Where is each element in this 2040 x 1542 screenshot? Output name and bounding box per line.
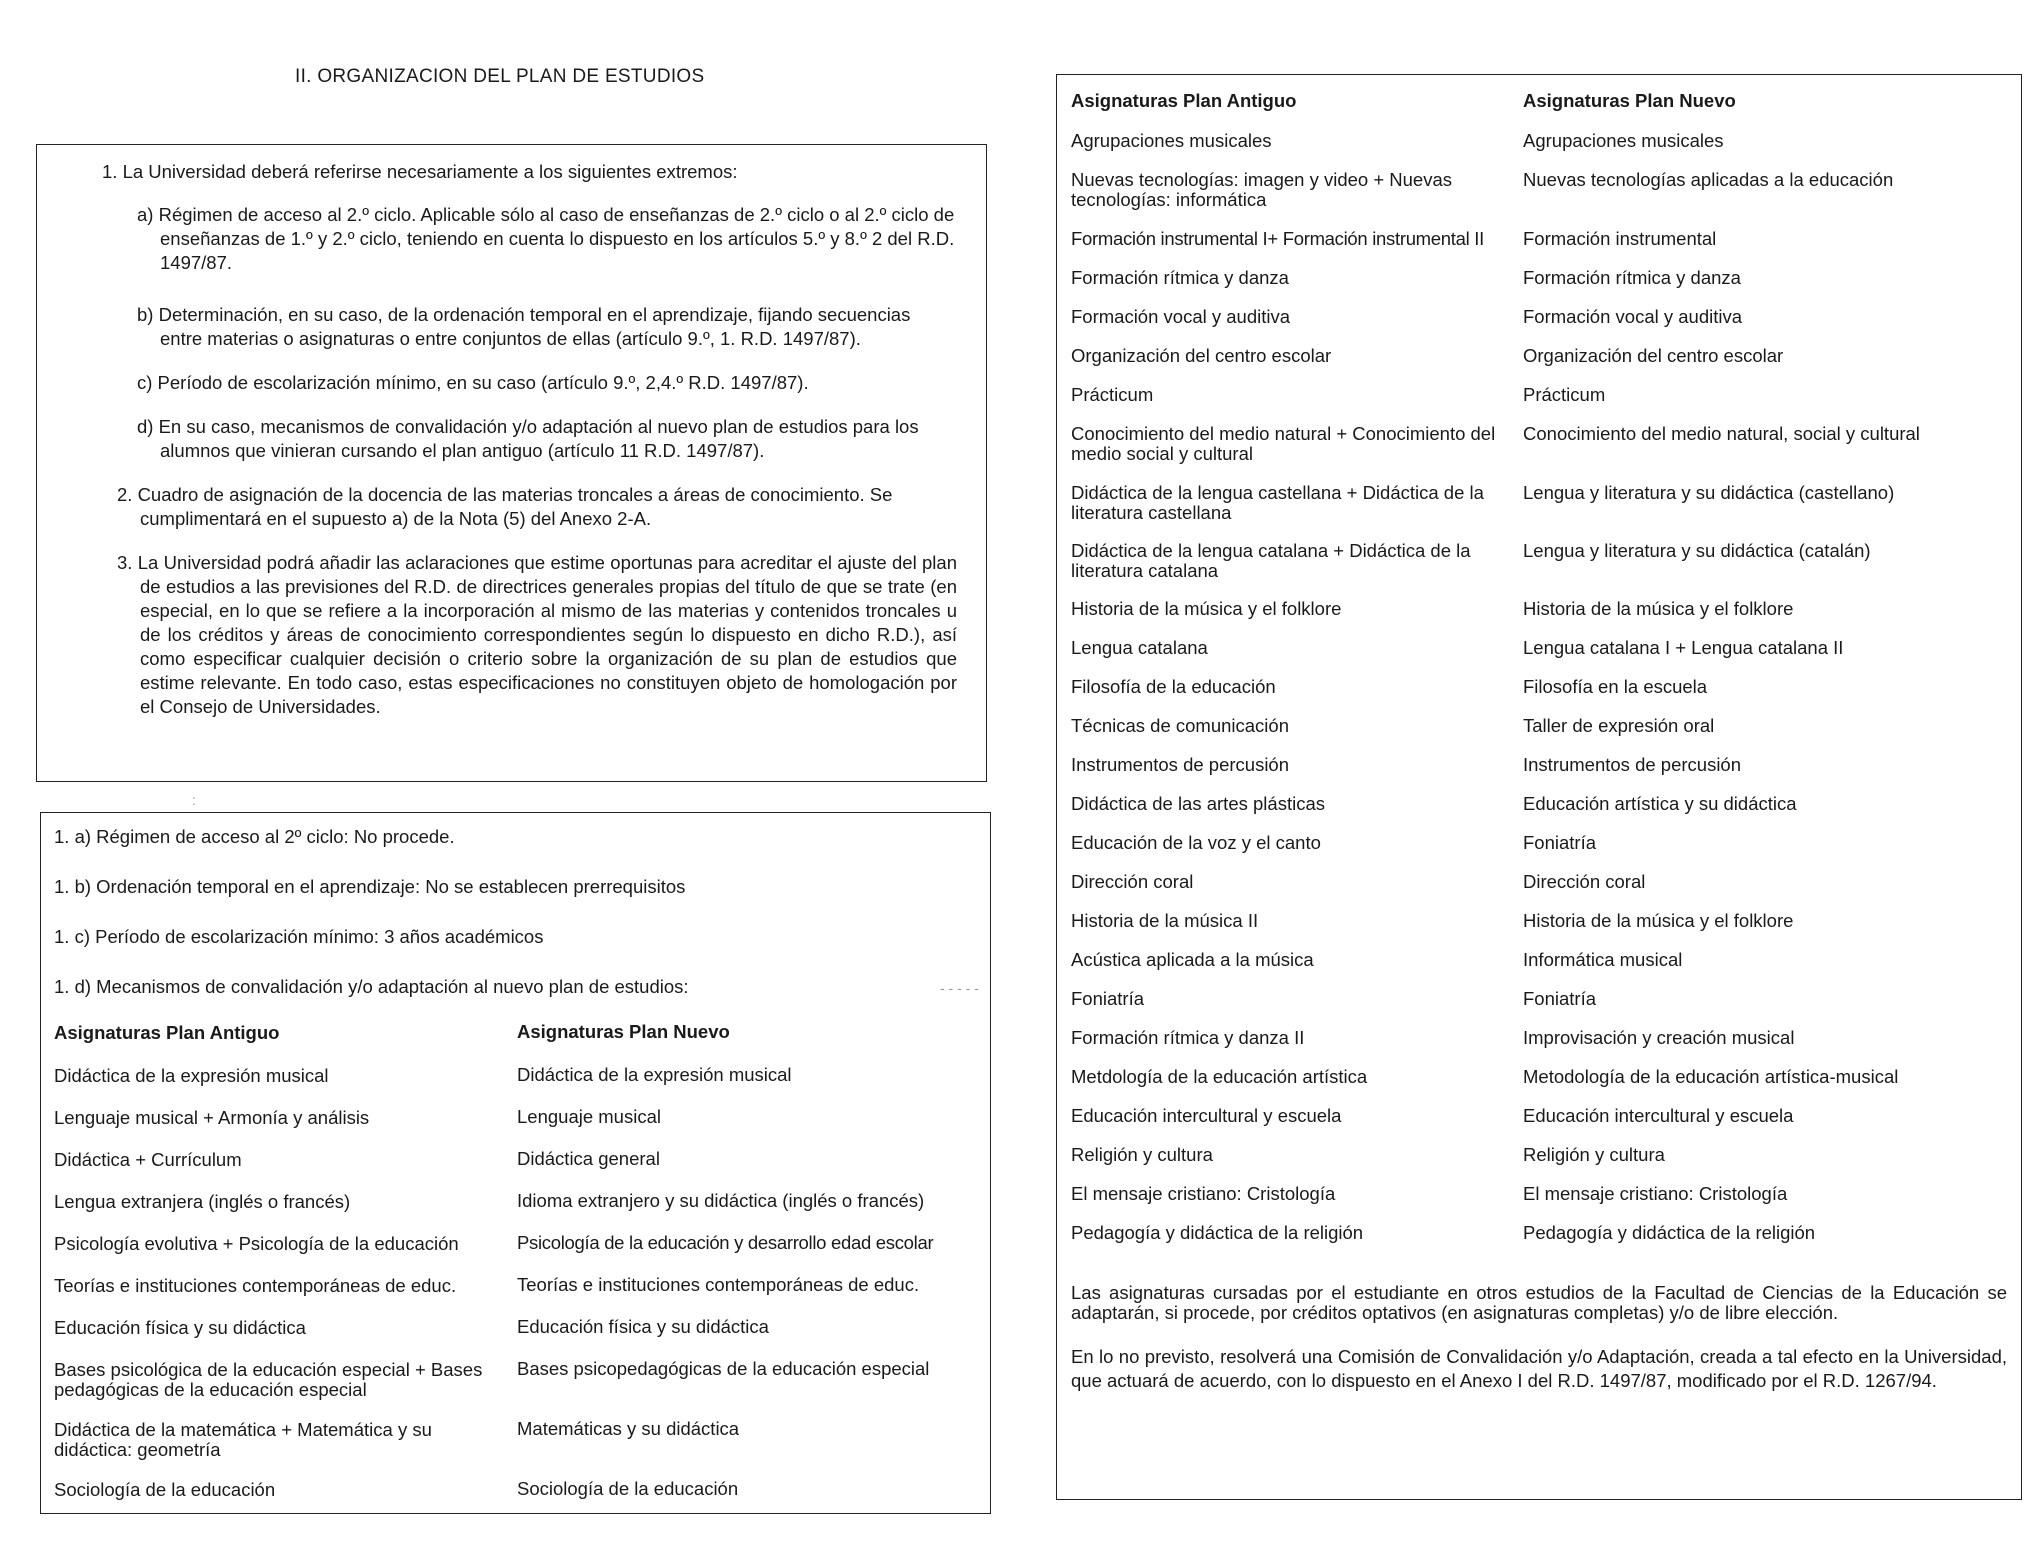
left-table-header-old: Asignaturas Plan Antiguo (54, 1022, 280, 1043)
right-table-cell-new: Pedagogía y didáctica de la religión (1523, 1222, 1816, 1243)
right-table-cell-new: Lengua y literatura y su didáctica (catalán) (1523, 540, 1871, 561)
right-table-cell-new: El mensaje cristiano: Cristología (1523, 1183, 1788, 1204)
right-table-cell-old: Educación intercultural y escuela (1071, 1105, 1342, 1126)
right-table-cell-new: Educación intercultural y escuela (1523, 1105, 1794, 1126)
instructions-box (36, 144, 987, 782)
scan-mark: : (192, 792, 196, 808)
right-table-cell-new: Historia de la música y el folklore (1523, 910, 1794, 931)
right-note-optativos: Las asignaturas cursadas por el estudiante en otros estudios de la Facultad de Ciencias de la Educación se adaptarán, si procede, por créditos optativos (en asignaturas completas) y/o de libre elección. (1071, 1282, 2007, 1323)
right-table-cell-old: Prácticum (1071, 384, 1154, 405)
answers-box (40, 812, 991, 1514)
right-table-cell-new: Conocimiento del medio natural, social y cultural (1523, 423, 1920, 444)
left-table-cell-new: Didáctica general (517, 1148, 660, 1169)
right-table-cell-old: Historia de la música y el folklore (1071, 598, 1342, 619)
scan-mark: - - - - - (940, 980, 979, 996)
answer-a: 1. a) Régimen de acceso al 2º ciclo: No procede. (54, 826, 455, 847)
right-table-cell-old: Metdología de la educación artística (1071, 1066, 1368, 1087)
left-table-cell-old: Teorías e instituciones contemporáneas de educ. (54, 1275, 457, 1296)
right-table-cell-old: Didáctica de la lengua castellana + Didáctica de la literatura castellana (1071, 482, 1484, 523)
right-table-cell-old: Instrumentos de percusión (1071, 754, 1290, 775)
right-table-cell-new: Informática musical (1523, 949, 1683, 970)
left-table-cell-old: Sociología de la educación (54, 1479, 276, 1500)
instructions-item-b: b) Determinación, en su caso, de la ordenación temporal en el aprendizaje, fijando secuencias entre materias o asignaturas o entre conjuntos de ellas (artículo 9.º, 1. R.D. 1497/87). (137, 304, 911, 349)
left-table-cell-new: Bases psicopedagógicas de la educación especial (517, 1358, 930, 1379)
answer-d: 1. d) Mecanismos de convalidación y/o adaptación al nuevo plan de estudios: (54, 976, 689, 997)
right-table-cell-new: Lengua y literatura y su didáctica (castellano) (1523, 482, 1895, 503)
left-table-cell-new: Matemáticas y su didáctica (517, 1418, 740, 1439)
right-table-cell-old: Filosofía de la educación (1071, 676, 1276, 697)
left-table-cell-old: Didáctica + Currículum (54, 1149, 242, 1170)
instructions-item-c: c) Período de escolarización mínimo, en su caso (artículo 9.º, 2,4.º R.D. 1497/87). (137, 372, 809, 393)
right-table-cell-old: Foniatría (1071, 988, 1145, 1009)
right-table-cell-old: Acústica aplicada a la música (1071, 949, 1314, 970)
right-table-cell-new: Dirección coral (1523, 871, 1646, 892)
right-table-cell-new: Lengua catalana I + Lengua catalana II (1523, 637, 1844, 658)
right-table-header-old: Asignaturas Plan Antiguo (1071, 90, 1297, 111)
instructions-point-2: 2. Cuadro de asignación de la docencia de las materias troncales a áreas de conocimiento. Se cumplimentará en el supuesto a) de la Nota (5) del Anexo 2-A. (117, 484, 893, 529)
right-table-cell-old: Formación rítmica y danza (1071, 267, 1289, 288)
left-table-cell-old: Psicología evolutiva + Psicología de la educación (54, 1233, 459, 1254)
left-table-cell-old: Didáctica de la expresión musical (54, 1065, 329, 1086)
left-table-cell-new: Lenguaje musical (517, 1106, 661, 1127)
left-table-cell-old: Lenguaje musical + Armonía y análisis (54, 1107, 370, 1128)
answer-c: 1. c) Período de escolarización mínimo: 3 años académicos (54, 926, 544, 947)
right-table-cell-new: Foniatría (1523, 988, 1597, 1009)
right-table-cell-old: Dirección coral (1071, 871, 1194, 892)
right-table-cell-new: Prácticum (1523, 384, 1606, 405)
right-table-cell-old: Religión y cultura (1071, 1144, 1213, 1165)
instructions-item-d: d) En su caso, mecanismos de convalidación y/o adaptación al nuevo plan de estudios para los alumnos que vinieran cursando el plan antiguo (artículo 11 R.D. 1497/87). (137, 416, 919, 461)
right-table-cell-new: Metodología de la educación artística-musical (1523, 1066, 1899, 1087)
instructions-intro: 1. La Universidad deberá referirse necesariamente a los siguientes extremos: (102, 161, 738, 182)
right-table-cell-new: Filosofía en la escuela (1523, 676, 1708, 697)
right-table-cell-old: El mensaje cristiano: Cristología (1071, 1183, 1336, 1204)
right-table-cell-new: Improvisación y creación musical (1523, 1027, 1795, 1048)
instructions-point-3: 3. La Universidad podrá añadir las aclaraciones que estime oportunas para acreditar el ajuste del plan de estudios a las previsiones del R.D. de directrices generales propias del título de que se trate (en especial, en lo que se refiere a la incorporación al mismo de las materias y contenidos troncales u de los créditos y áreas de conocimiento correspondientes según lo dispuesto en dicho R.D.), así como especificar cualquier decisión o criterio sobre la organización de su plan de estudios que estime relevante. En todo caso, estas especificaciones no constituyen objeto de homologación por el Consejo de Universidades. (117, 552, 957, 717)
left-table-cell-new: Sociología de la educación (517, 1478, 739, 1499)
right-table-cell-old: Conocimiento del medio natural + Conocimiento del medio social y cultural (1071, 423, 1496, 464)
right-table-cell-old: Nuevas tecnologías: imagen y video + Nuevas tecnologías: informática (1071, 169, 1453, 210)
right-table-cell-old: Historia de la música II (1071, 910, 1259, 931)
right-table-cell-new: Taller de expresión oral (1523, 715, 1715, 736)
page-title: II. ORGANIZACION DEL PLAN DE ESTUDIOS (295, 66, 705, 87)
right-table-box (1056, 74, 2022, 1500)
right-table-header-new: Asignaturas Plan Nuevo (1523, 90, 1736, 111)
right-table-cell-old: Educación de la voz y el canto (1071, 832, 1321, 853)
left-table-cell-old: Educación física y su didáctica (54, 1317, 306, 1338)
right-table-cell-new: Agrupaciones musicales (1523, 130, 1724, 151)
right-table-cell-old: Formación vocal y auditiva (1071, 306, 1291, 327)
right-table-cell-old: Técnicas de comunicación (1071, 715, 1289, 736)
right-table-cell-old: Agrupaciones musicales (1071, 130, 1272, 151)
left-table-cell-old: Bases psicológica de la educación especial + Bases pedagógicas de la educación especial (54, 1359, 483, 1400)
instructions-item-a: a) Régimen de acceso al 2.º ciclo. Aplicable sólo al caso de enseñanzas de 2.º ciclo o al 2.º ciclo de enseñanzas de 1.º y 2.º ciclo, teniendo en cuenta lo dispuesto en los artículos 5.º y 8.º 2 del R.D. 1497/87. (137, 204, 955, 273)
right-table-cell-new: Instrumentos de percusión (1523, 754, 1742, 775)
right-table-cell-old: Lengua catalana (1071, 637, 1208, 658)
right-table-cell-old: Organización del centro escolar (1071, 345, 1332, 366)
right-table-cell-new: Formación vocal y auditiva (1523, 306, 1743, 327)
left-table-cell-new: Educación física y su didáctica (517, 1316, 769, 1337)
right-table-cell-old: Didáctica de las artes plásticas (1071, 793, 1325, 814)
right-table-cell-old: Pedagogía y didáctica de la religión (1071, 1222, 1364, 1243)
right-table-cell-new: Foniatría (1523, 832, 1597, 853)
right-table-cell-new: Educación artística y su didáctica (1523, 793, 1797, 814)
left-table-cell-new: Teorías e instituciones contemporáneas de educ. (517, 1274, 920, 1295)
left-table-header-new: Asignaturas Plan Nuevo (517, 1021, 730, 1042)
right-table-cell-new: Historia de la música y el folklore (1523, 598, 1794, 619)
left-table-cell-new: Idioma extranjero y su didáctica (inglés o francés) (517, 1190, 925, 1211)
right-table-cell-new: Religión y cultura (1523, 1144, 1665, 1165)
right-table-cell-new: Formación instrumental (1523, 228, 1717, 249)
left-table-cell-old: Didáctica de la matemática + Matemática y su didáctica: geometría (54, 1419, 432, 1460)
right-table-cell-new: Formación rítmica y danza (1523, 267, 1741, 288)
left-table-cell-new: Didáctica de la expresión musical (517, 1064, 792, 1085)
right-table-cell-old: Formación rítmica y danza II (1071, 1027, 1305, 1048)
right-table-cell-new: Nuevas tecnologías aplicadas a la educación (1523, 169, 1894, 190)
right-table-cell-new: Organización del centro escolar (1523, 345, 1784, 366)
left-table-cell-old: Lengua extranjera (inglés o francés) (54, 1191, 351, 1212)
left-table-cell-new: Psicología de la educación y desarrollo edad escolar (517, 1232, 934, 1253)
answer-b: 1. b) Ordenación temporal en el aprendizaje: No se establecen prerrequisitos (54, 876, 686, 897)
right-table-cell-old: Didáctica de la lengua catalana + Didáctica de la literatura catalana (1071, 540, 1471, 581)
right-table-cell-old: Formación instrumental I+ Formación instrumental II (1071, 228, 1484, 249)
right-note-comision: En lo no previsto, resolverá una Comisión de Convalidación y/o Adaptación, creada a tal efecto en la Universidad, que actuará de acuerdo, con lo dispuesto en el Anexo I del R.D. 1497/87, modificado por el R.D. 1267/94. (1071, 1346, 2007, 1391)
